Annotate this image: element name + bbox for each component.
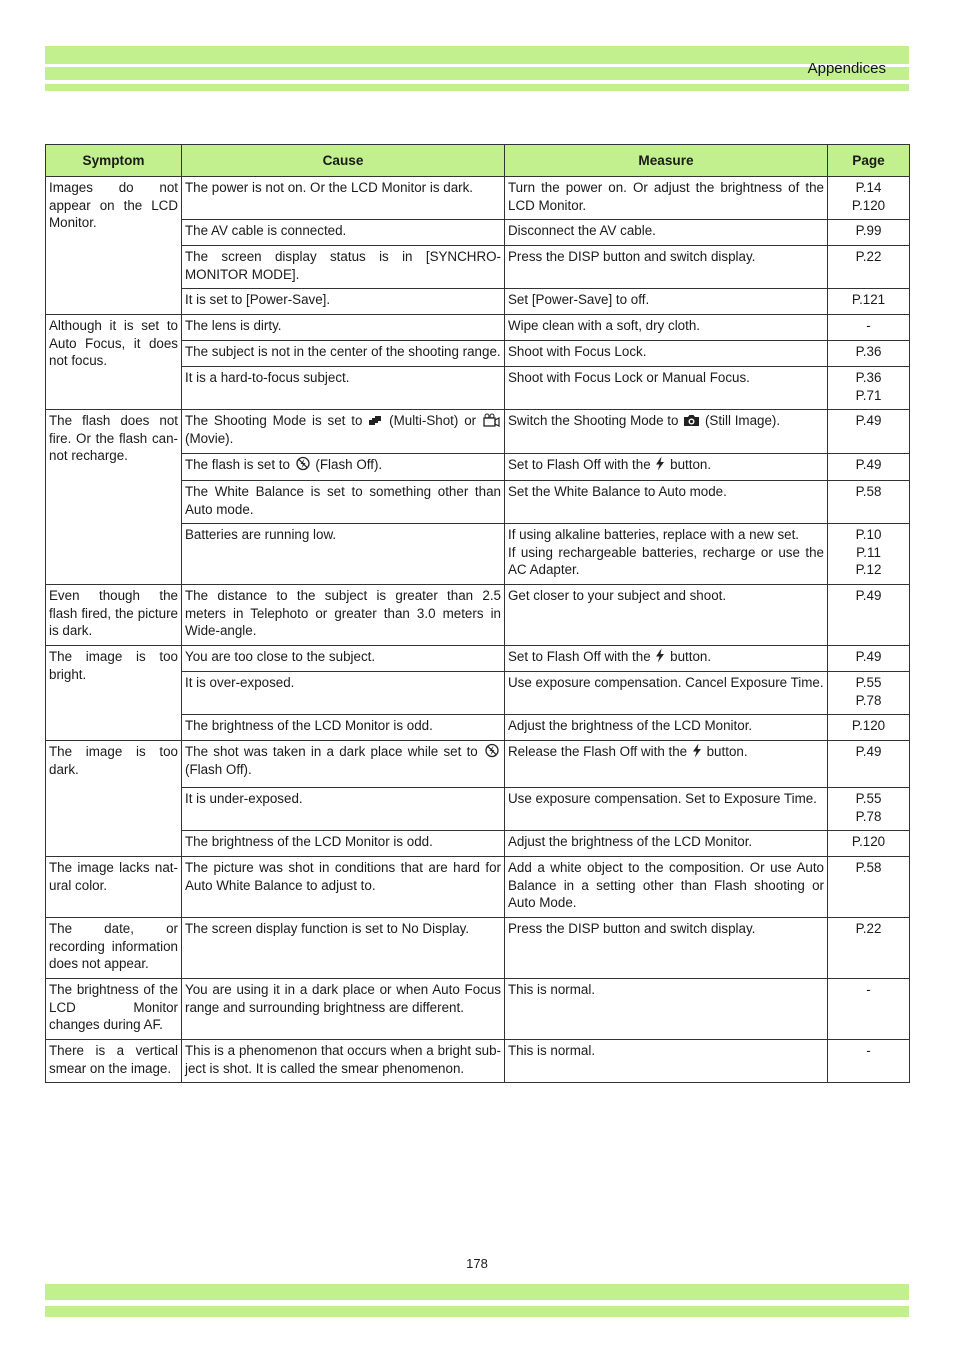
page-ref-link[interactable]: P.49 [855,457,882,472]
table-row [46,410,910,454]
header-band-top [45,46,909,64]
page-cell [828,979,910,1040]
movie-icon [483,413,500,427]
measure-cell: This is normal. [505,1040,828,1083]
page-ref-link[interactable]: P.120 [851,834,886,849]
page-ref-link: - [866,982,871,997]
table-row [46,177,910,220]
page-ref-link[interactable]: P.14 [855,180,882,195]
page-ref-link[interactable]: P.11 [856,544,881,560]
column-header-symptom: Symptom [46,145,182,177]
column-header-cause: Cause [182,145,505,177]
page-ref-link[interactable]: P.10 [855,527,882,542]
page-cell [828,341,910,367]
table-row [46,646,910,672]
footer-band-top [45,1284,909,1300]
page-ref-link[interactable]: P.49 [855,588,882,603]
page-cell [828,220,910,246]
symptom-cell: The flash does not fire. Or the flash can-not recharge. [46,410,182,585]
symptom-cell: The image is too bright. [46,646,182,741]
page-ref-link[interactable]: P.55 [855,675,882,690]
cause-cell: You are too close to the subject. [182,646,505,672]
symptom-cell: The image lacks nat-ural color. [46,857,182,918]
cause-cell: It is a hard-to-focus subject. [182,367,505,410]
page-cell [828,857,910,918]
symptom-cell: The image is too dark. [46,741,182,857]
measure-cell: Press the DISP button and switch display. [505,246,828,289]
page-cell [828,289,910,315]
measure-cell: Wipe clean with a soft, dry cloth. [505,315,828,341]
cause-cell: The shot was taken in a dark place while set to (Flash Off). [182,741,505,788]
page-ref-link[interactable]: P.120 [851,197,886,213]
page-cell [828,454,910,481]
measure-cell: Disconnect the AV cable. [505,220,828,246]
cause-cell: The AV cable is connected. [182,220,505,246]
page-cell [828,524,910,585]
page-ref-link[interactable]: P.49 [855,413,882,428]
table-header-row [46,145,910,177]
measure-cell: This is normal. [505,979,828,1040]
measure-cell: Adjust the brightness of the LCD Monitor. [505,831,828,857]
cause-cell: The subject is not in the center of the shooting range. [182,341,505,367]
cause-cell: The picture was shot in conditions that are hard for Auto White Balance to adjust to. [182,857,505,918]
page-ref-link[interactable]: P.22 [855,249,882,264]
header-band-middle [45,67,909,80]
page-ref-link[interactable]: P.120 [851,718,886,733]
table-row [46,1040,910,1083]
page-ref-link[interactable]: P.121 [851,292,886,307]
cause-cell: The Shooting Mode is set to (Multi-Shot) or (Movie). [182,410,505,454]
page-ref-link[interactable]: P.71 [855,387,882,403]
measure-cell: Set to Flash Off with the button. [505,646,828,672]
symptom-cell: The brightness of the LCD Monitor changes during AF. [46,979,182,1040]
page-ref-link[interactable]: P.12 [855,562,882,577]
page-cell [828,788,910,831]
cause-cell: The lens is dirty. [182,315,505,341]
flash-icon [655,648,665,663]
page-ref-link[interactable]: P.22 [855,921,882,936]
flash-icon [655,456,665,471]
page-ref-link[interactable]: P.58 [855,860,882,875]
table-row [46,585,910,646]
table-row [46,741,910,788]
flash-off-icon [484,743,500,758]
page-cell [828,646,910,672]
page-ref-link: - [866,318,871,333]
page-cell [828,177,910,220]
page-ref-link[interactable]: P.55 [855,791,882,806]
cause-cell: It is set to [Power-Save]. [182,289,505,315]
page-cell [828,367,910,410]
measure-cell: Shoot with Focus Lock or Manual Focus. [505,367,828,410]
page-cell [828,246,910,289]
flash-icon [692,743,702,758]
measure-cell: Set to Flash Off with the button. [505,454,828,481]
measure-cell: Add a white object to the composition. Or use Auto Balance in a setting other than Flash shooting or Auto Mode. [505,857,828,918]
measure-cell: Set the White Balance to Auto mode. [505,481,828,524]
flash-off-icon [295,456,311,471]
camera-icon [683,414,700,427]
cause-cell: It is over-exposed. [182,672,505,715]
page-ref-link[interactable]: P.99 [855,223,882,238]
measure-cell: If using alkaline batteries, replace with a new set. If using rechargeable batteries, recharge or use the AC Adapter. [505,524,828,585]
cause-cell: The brightness of the LCD Monitor is odd. [182,715,505,741]
cause-cell: The flash is set to (Flash Off). [182,454,505,481]
symptom-cell: Images do not appear on the LCD Monitor. [46,177,182,315]
multi-shot-icon [369,415,382,427]
cause-cell: The screen display function is set to No Display. [182,918,505,979]
symptom-cell: Even though the flash fired, the picture is dark. [46,585,182,646]
page-ref-link[interactable]: P.49 [855,649,882,664]
measure-cell: Adjust the brightness of the LCD Monitor. [505,715,828,741]
symptom-cell: There is a vertical smear on the image. [46,1040,182,1083]
cause-cell: The brightness of the LCD Monitor is odd. [182,831,505,857]
footer-band-bottom [45,1306,909,1317]
page-cell [828,315,910,341]
symptom-cell: Although it is set to Auto Focus, it does not focus. [46,315,182,410]
page-ref-link[interactable]: P.78 [855,692,882,708]
measure-cell: Set [Power-Save] to off. [505,289,828,315]
page-ref-link[interactable]: P.36 [855,344,882,359]
page-ref-link[interactable]: P.49 [855,744,882,759]
cause-cell: You are using it in a dark place or when Auto Focus range and surrounding brightness are different. [182,979,505,1040]
table-row [46,918,910,979]
page-cell [828,741,910,788]
measure-cell: Release the Flash Off with the button. [505,741,828,788]
cause-cell: The distance to the subject is greater than 2.5 meters in Telephoto or greater than 3.0 meters in Wide-angle. [182,585,505,646]
cause-cell: This is a phenomenon that occurs when a bright sub-ject is shot. It is called the smear phenomenon. [182,1040,505,1083]
page-ref-link: - [866,1043,871,1058]
cause-cell: It is under-exposed. [182,788,505,831]
measure-cell: Shoot with Focus Lock. [505,341,828,367]
measure-cell: Get closer to your subject and shoot. [505,585,828,646]
header-band-bottom [45,84,909,91]
cause-cell: The screen display status is in [SYNCHRO-MONITOR MODE]. [182,246,505,289]
symptom-cell: The date, or recording information does not appear. [46,918,182,979]
page-cell [828,831,910,857]
cause-cell: The White Balance is set to something other than Auto mode. [182,481,505,524]
troubleshooting-table [45,144,910,1083]
column-header-page: Page [828,145,910,177]
page-cell [828,918,910,979]
measure-cell: Use exposure compensation. Cancel Exposure Time. [505,672,828,715]
page-number: 178 [466,1256,488,1271]
page-cell [828,715,910,741]
page-cell [828,585,910,646]
page-ref-link[interactable]: P.78 [855,808,882,824]
page-cell [828,1040,910,1083]
cause-cell: Batteries are running low. [182,524,505,585]
measure-cell: Switch the Shooting Mode to (Still Image). [505,410,828,454]
column-header-measure: Measure [505,145,828,177]
section-title: Appendices [807,60,886,77]
measure-cell: Turn the power on. Or adjust the brightness of the LCD Monitor. [505,177,828,220]
page-cell [828,410,910,454]
measure-cell: Press the DISP button and switch display. [505,918,828,979]
table-row [46,857,910,918]
page-cell [828,481,910,524]
measure-cell: Use exposure compensation. Set to Exposure Time. [505,788,828,831]
table-row [46,315,910,341]
table-row [46,979,910,1040]
page-ref-link[interactable]: P.58 [855,484,882,499]
cause-cell: The power is not on. Or the LCD Monitor is dark. [182,177,505,220]
page-ref-link[interactable]: P.36 [855,370,882,385]
page-cell [828,672,910,715]
